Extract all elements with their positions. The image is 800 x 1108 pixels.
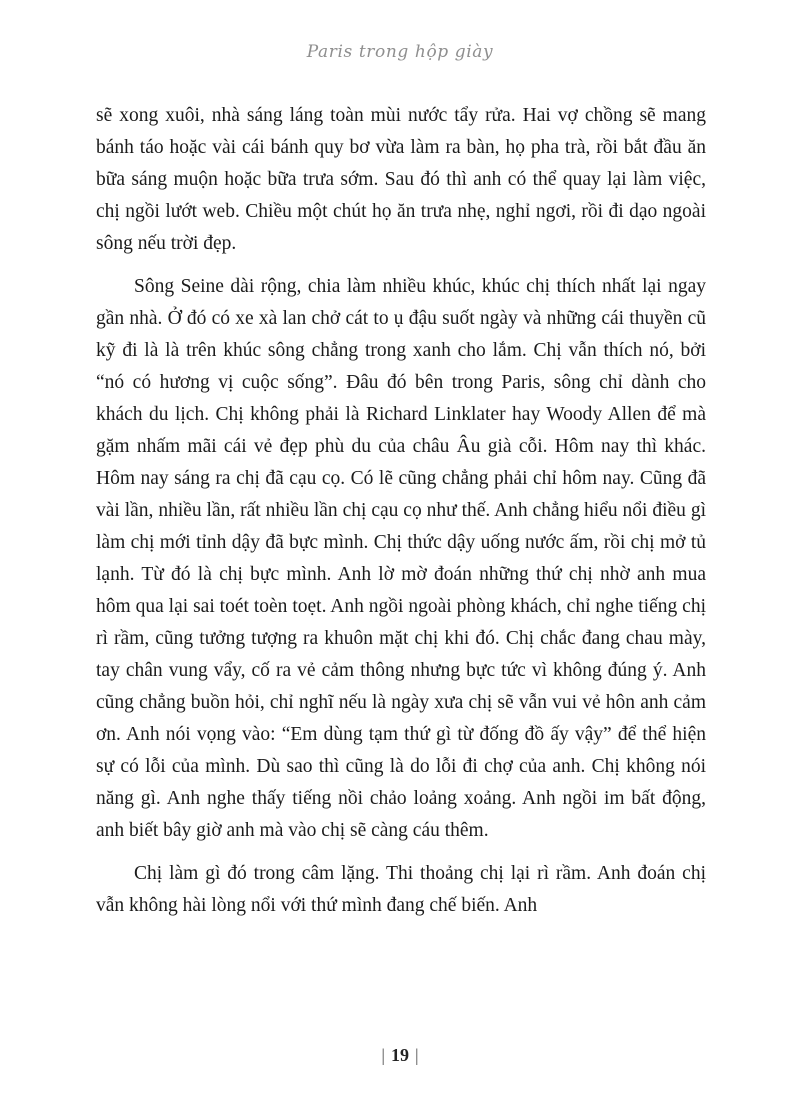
body-text bbox=[96, 100, 706, 933]
running-header: Paris trong hộp giày bbox=[306, 42, 494, 62]
page-number bbox=[0, 1045, 800, 1066]
page-number-value: 19 bbox=[391, 1045, 409, 1065]
page-number-bar-right: | bbox=[415, 1045, 419, 1065]
paragraph: Sông Seine dài rộng, chia làm nhiều khúc, khúc chị thích nhất lại ngay gần nhà. Ở đó có xe xà lan chở cát to ụ đậu suốt ngày và những cái thuyền cũ kỹ đi là là trên khúc sông chẳng trong xanh cho lắm. Chị vẫn thích nó, bởi “nó có hương vị cuộc sống”. Đâu đó bên trong Paris, sông chỉ dành cho khách du lịch. Chị không phải là Richard Linklater hay Woody Allen để mà gặm nhấm mãi cái vẻ đẹp phù du của châu Âu già cỗi. Hôm nay thì khác. Hôm nay sáng ra chị đã cạu cọ. Có lẽ cũng chẳng phải chỉ hôm nay. Cũng đã vài lần, nhiều lần, rất nhiều lần chị cạu cọ như thế. Anh chẳng hiểu nổi điều gì làm chị mới tỉnh dậy đã bực mình. Chị thức dậy uống nước ấm, rồi chị mở tủ lạnh. Từ đó là chị bực mình. Anh lờ mờ đoán những thứ chị nhờ anh mua hôm qua lại sai toét toèn toẹt. Anh ngồi ngoài phòng khách, chỉ nghe tiếng chị rì rầm, cũng tưởng tượng ra khuôn mặt chị khi đó. Chị chắc đang chau mày, tay chân vung vẩy, cố ra vẻ cảm thông nhưng bực tức vì không đúng ý. Anh cũng chẳng buồn hỏi, chỉ nghĩ nếu là ngày xưa chị sẽ vẫn vui vẻ hôn anh cảm ơn. Anh nói vọng vào: “Em dùng tạm thứ gì từ đống đồ ấy vậy” để thể hiện sự có lỗi của mình. Dù sao thì cũng là do lỗi đi chợ của anh. Chị không nói năng gì. Anh nghe thấy tiếng nồi chảo loảng xoảng. Anh ngồi im bất động, anh biết bây giờ anh mà vào chị sẽ càng cáu thêm. bbox=[96, 276, 706, 841]
paragraph: Chị làm gì đó trong câm lặng. Thi thoảng chị lại rì rầm. Anh đoán chị vẫn không hài lòng nổi với thứ mình đang chế biến. Anh bbox=[96, 863, 706, 916]
paragraph: sẽ xong xuôi, nhà sáng láng toàn mùi nước tẩy rửa. Hai vợ chồng sẽ mang bánh táo hoặc vài cái bánh quy bơ vừa làm ra bàn, họ pha trà, rồi bắt đầu ăn bữa sáng muộn hoặc bữa trưa sớm. Sau đó thì anh có thể quay lại làm việc, chị ngồi lướt web. Chiều một chút họ ăn trưa nhẹ, nghỉ ngơi, rồi đi dạo ngoài sông nếu trời đẹp. bbox=[96, 105, 706, 254]
page-number-bar-left: | bbox=[381, 1045, 385, 1065]
